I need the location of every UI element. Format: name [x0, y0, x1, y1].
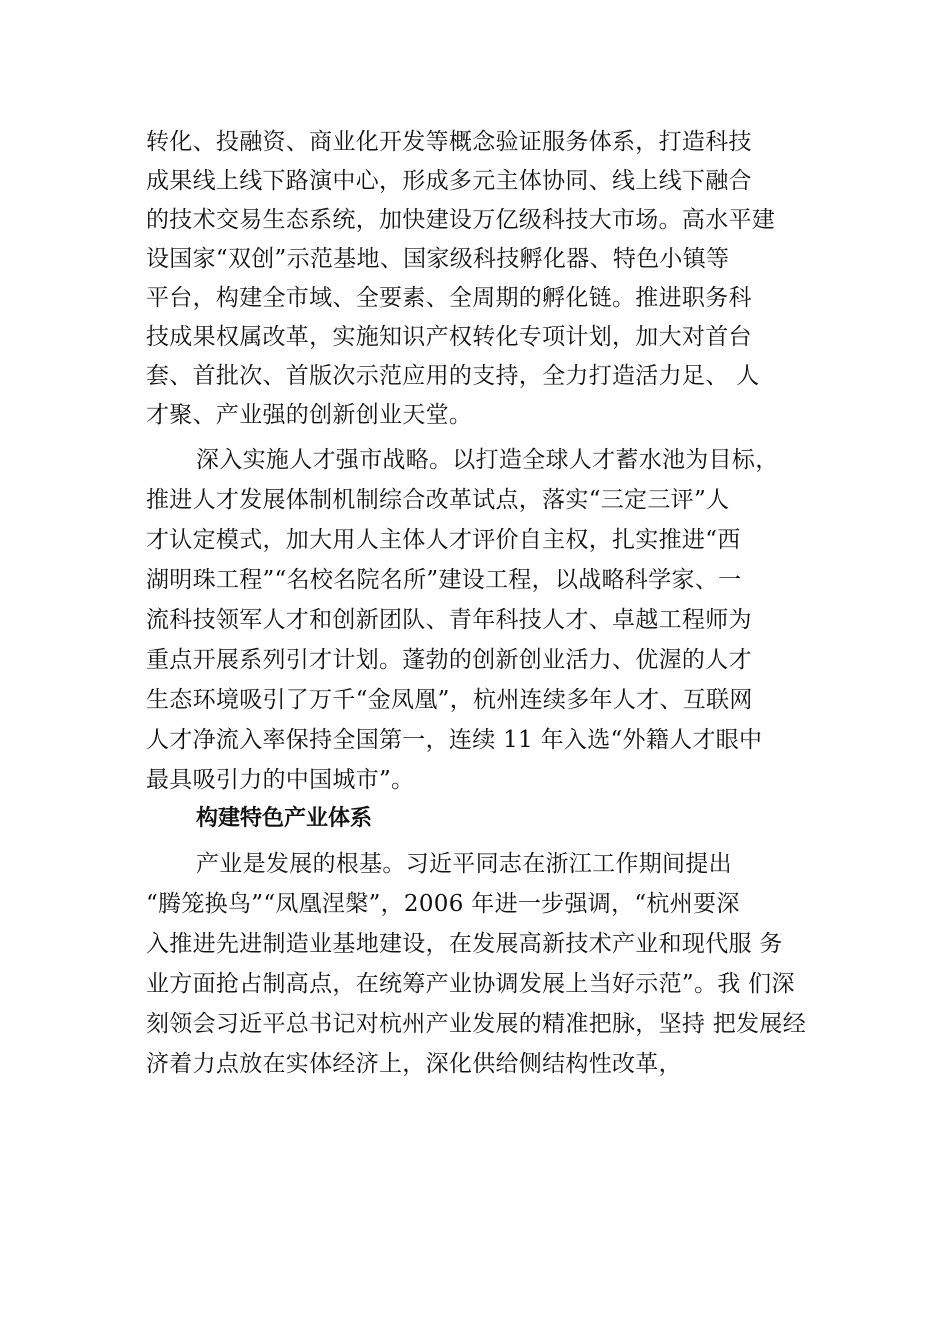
paragraph-3-line: “腾笼换鸟”“凤凰涅槃”，2006 年进一步强调，“杭州要深	[146, 891, 740, 917]
paragraph-2-line: 推进人才发展体制机制综合改革试点，落实“三定三评”人	[146, 487, 730, 513]
paragraph-3-line: 业方面抢占制高点，在统筹产业协调发展上当好示范”。我 们深	[146, 971, 795, 997]
paragraph-1-line: 平台，构建全市域、全要素、全周期的孵化链。推进职务科	[146, 285, 752, 311]
section-heading: 构建特色产业体系	[196, 806, 373, 831]
paragraph-3-line: 产业是发展的根基。习近平同志在浙江工作期间提出	[196, 851, 732, 877]
paragraph-1-line: 成果线上线下路演中心，形成多元主体协同、线上线下融合	[146, 168, 752, 194]
paragraph-2-line: 才认定模式，加大用人主体人才评价自主权，扎实推进“西	[146, 527, 741, 553]
paragraph-2-line: 最具吸引力的中国城市”。	[146, 767, 415, 793]
paragraph-1-line: 才聚、产业强的创新创业天堂。	[146, 402, 473, 428]
paragraph-1-line: 套、首批次、首版次示范应用的支持，全力打造活力足、 人	[146, 363, 760, 389]
paragraph-2-line: 深入实施人才强市战略。以打造全球人才蓄水池为目标，	[196, 447, 779, 473]
paragraph-1-line: 的技术交易生态系统，加快建设万亿级科技大市场。高水平建	[146, 207, 776, 233]
paragraph-3-line: 入推进先进制造业基地建设，在发展高新技术产业和现代服 务	[146, 931, 783, 957]
paragraph-3-line: 刻领会习近平总书记对杭州产业发展的精准把脉，坚持 把发展经	[146, 1011, 807, 1037]
paragraph-1-line: 转化、投融资、商业化开发等概念验证服务体系，打造科技	[146, 129, 752, 155]
paragraph-2-line: 生态环境吸引了万千“金凤凰”，杭州连续多年人才、互联网	[146, 687, 753, 713]
paragraph-2-line: 流科技领军人才和创新团队、青年科技人才、卓越工程师为	[146, 607, 752, 633]
paragraph-1-line: 设国家“双创”示范基地、国家级科技孵化器、特色小镇等	[146, 246, 730, 272]
paragraph-2-line: 重点开展系列引才计划。蓬勃的创新创业活力、优渥的人才	[146, 647, 752, 673]
paragraph-2-line: 湖明珠工程”“名校名院名所”建设工程，以战略科学家、一	[146, 567, 742, 593]
paragraph-2-line: 人才净流入率保持全国第一，连续 11 年入选“外籍人才眼中	[146, 727, 763, 753]
paragraph-3-line: 济着力点放在实体经济上，深化供给侧结构性改革，	[146, 1051, 682, 1077]
paragraph-1-line: 技成果权属改革，实施知识产权转化专项计划，加大对首台	[146, 324, 752, 350]
